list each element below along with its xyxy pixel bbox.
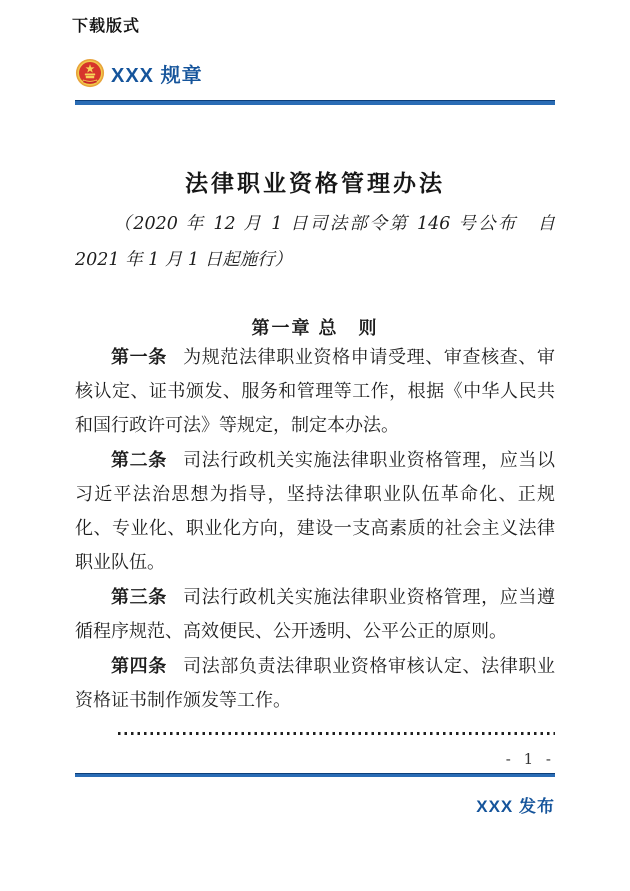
- page-number: - 1 -: [505, 750, 555, 768]
- national-emblem-icon: [75, 58, 105, 88]
- article-3: [75, 580, 555, 649]
- article-1-text: 为规范法律职业资格申请受理、审查核查、审核认定、证书颁发、服务和管理等工作，根据《中华人民共和国行政许可法》等规定，制定本办法。: [75, 347, 556, 436]
- page-header: [75, 58, 555, 88]
- article-2: [75, 443, 555, 580]
- article-1-number: 第一条: [111, 347, 167, 367]
- article-3-number: 第三条: [111, 587, 167, 607]
- chapter-heading: 第一章 总 则: [251, 318, 379, 338]
- article-2-number: 第二条: [111, 450, 167, 470]
- document-body: [75, 158, 555, 735]
- header-divider: [75, 100, 555, 105]
- article-2-text: 司法行政机关实施法律职业资格管理，应当以习近平法治思想为指导，坚持法律职业队伍革命化、正规化、专业化、职业化方向，建设一支高素质的社会主义法律职业队伍。: [75, 450, 556, 573]
- document-title: 法律职业资格管理办法: [185, 170, 445, 197]
- article-4-number: 第四条: [111, 656, 167, 676]
- publication-line: （2020 年 12 月 1 日司法部令第 146 号公布 自 2021 年 1 月 1 日起施行）: [75, 214, 555, 270]
- article-1: [75, 340, 555, 443]
- org-label: XXX 规章: [111, 64, 203, 87]
- footer-divider: [75, 773, 555, 777]
- article-4: [75, 649, 555, 718]
- truncation-dotted-line: [118, 732, 555, 735]
- publisher-label: XXX 发布: [476, 797, 555, 816]
- download-format-label[interactable]: 下载版式: [72, 16, 141, 35]
- article-3-text: 司法行政机关实施法律职业资格管理，应当遵循程序规范、高效便民、公开透明、公平公正的原则。: [75, 587, 556, 642]
- article-4-text: 司法部负责法律职业资格审核认定、法律职业资格证书制作颁发等工作。: [75, 656, 556, 711]
